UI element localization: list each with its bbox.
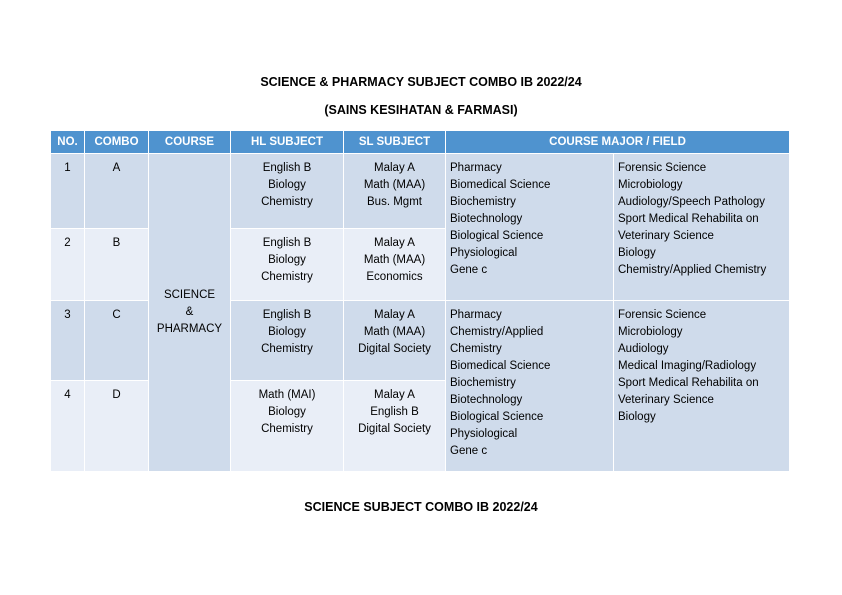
course-line: PHARMACY	[156, 323, 223, 335]
cell-major-col2	[614, 154, 790, 301]
major-item: Biology	[618, 411, 656, 423]
cell-course	[149, 154, 231, 472]
header-course: COURSE	[149, 131, 231, 154]
subject: English B	[262, 309, 312, 321]
header-no: NO.	[51, 131, 85, 154]
major-item: Biological Science	[450, 230, 544, 242]
cell-sl-subject	[344, 381, 446, 472]
subject: Biology	[268, 254, 306, 266]
subject: Math (MAA)	[363, 326, 426, 338]
cell-major-col2	[614, 301, 790, 472]
subject: Math (MAA)	[363, 179, 426, 191]
subject: Math (MAA)	[363, 254, 426, 266]
major-item: Biomedical Science	[450, 360, 551, 372]
major-item: Pharmacy	[450, 309, 502, 321]
cell-sl-subject	[344, 154, 446, 229]
cell-major-col1	[446, 154, 614, 301]
major-item: Microbiology	[618, 326, 683, 338]
subject: Economics	[366, 271, 423, 283]
header-sl-subject: SL SUBJECT	[344, 131, 446, 154]
major-item: Forensic Science	[618, 309, 707, 321]
major-item: Veterinary Science	[618, 230, 714, 242]
major-item: Biological Science	[450, 411, 544, 423]
major-item: Biochemistry	[450, 196, 516, 208]
header-combo: COMBO	[85, 131, 149, 154]
subject: Chemistry	[261, 271, 313, 283]
course-line: SCIENCE	[163, 289, 216, 301]
major-item: Biomedical Science	[450, 179, 551, 191]
subject: Biology	[268, 406, 306, 418]
cell-major-col1	[446, 301, 614, 472]
subject: Math (MAI)	[258, 389, 316, 401]
subject: Bus. Mgmt	[367, 196, 422, 208]
table-header-row	[51, 131, 790, 154]
subject: Biology	[268, 326, 306, 338]
header-course-major: COURSE MAJOR / FIELD	[446, 131, 790, 154]
course-line: &	[185, 306, 194, 318]
subject-combo-table	[50, 130, 790, 472]
major-item: Physiological	[450, 247, 518, 259]
subject: Malay A	[374, 237, 415, 249]
major-item: Biochemistry	[450, 377, 516, 389]
footer-title: SCIENCE SUBJECT COMBO IB 2022/24	[304, 500, 538, 514]
table-row	[51, 154, 790, 229]
subject: English B	[262, 237, 312, 249]
major-item: Chemistry/Applied	[450, 326, 544, 338]
major-item: Audiology	[618, 343, 669, 355]
major-item: Chemistry	[450, 343, 502, 355]
major-item: Biology	[618, 247, 656, 259]
subject: Digital Society	[358, 423, 431, 435]
major-item: Veterinary Science	[618, 394, 714, 406]
subject: Chemistry	[261, 343, 313, 355]
subject: Malay A	[374, 389, 415, 401]
major-item: Sport Medical Rehabilita on	[618, 213, 759, 225]
major-item: Pharmacy	[450, 162, 502, 174]
major-item: Audiology/Speech Pathology	[618, 196, 766, 208]
cell-sl-subject	[344, 229, 446, 301]
major-item: Biotechnology	[450, 394, 523, 406]
cell-hl-subject	[231, 229, 344, 301]
cell-no: 1	[51, 154, 85, 229]
cell-combo: A	[85, 154, 149, 229]
subject: Chemistry	[261, 423, 313, 435]
subject: Digital Society	[358, 343, 431, 355]
cell-no: 2	[51, 229, 85, 301]
major-item: Physiological	[450, 428, 518, 440]
cell-combo: B	[85, 229, 149, 301]
cell-no: 3	[51, 301, 85, 381]
cell-hl-subject	[231, 301, 344, 381]
subject: Malay A	[374, 309, 415, 321]
subject: Chemistry	[261, 196, 313, 208]
cell-combo: C	[85, 301, 149, 381]
cell-sl-subject	[344, 301, 446, 381]
header-hl-subject: HL SUBJECT	[231, 131, 344, 154]
cell-combo: D	[85, 381, 149, 472]
major-item: Medical Imaging/Radiology	[618, 360, 757, 372]
major-item: Microbiology	[618, 179, 683, 191]
major-item: Biotechnology	[450, 213, 523, 225]
document-subtitle: (SAINS KESIHATAN & FARMASI)	[324, 103, 518, 117]
major-item: Forensic Science	[618, 162, 707, 174]
subject: Malay A	[374, 162, 415, 174]
subject: English B	[262, 162, 312, 174]
document-title: SCIENCE & PHARMACY SUBJECT COMBO IB 2022/24	[260, 75, 582, 89]
major-item: Gene c	[450, 445, 488, 457]
major-item: Sport Medical Rehabilita on	[618, 377, 759, 389]
cell-no: 4	[51, 381, 85, 472]
major-item: Chemistry/Applied Chemistry	[618, 264, 767, 276]
subject: English B	[370, 406, 419, 418]
cell-hl-subject	[231, 154, 344, 229]
major-item: Gene c	[450, 264, 488, 276]
subject: Biology	[268, 179, 306, 191]
cell-hl-subject	[231, 381, 344, 472]
